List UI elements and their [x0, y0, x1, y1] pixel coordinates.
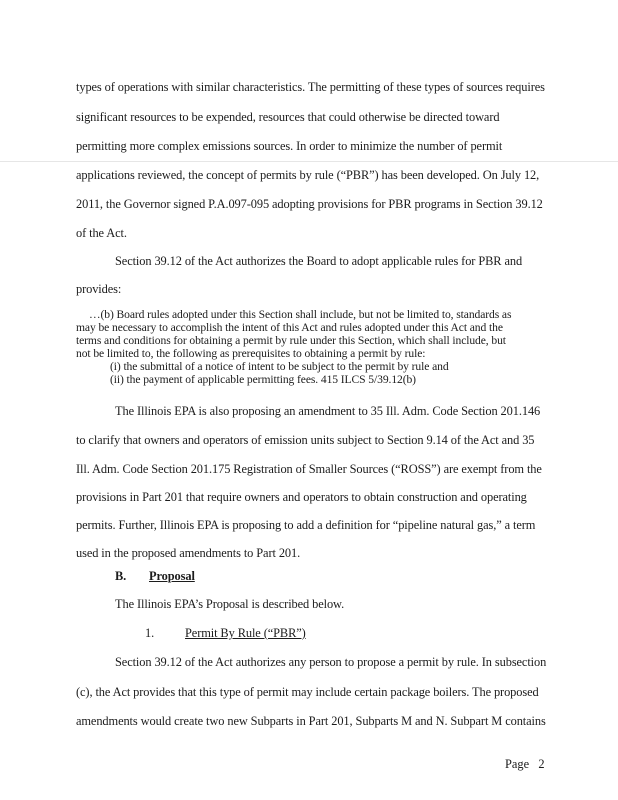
section-heading-title: Proposal — [149, 569, 195, 583]
body-line: The Illinois EPA’s Proposal is described below. — [115, 597, 345, 611]
body-line: significant resources to be expended, resources that could otherwise be directed toward — [76, 110, 500, 124]
body-line: types of operations with similar characteristics. The permitting of these types of sources requires — [76, 80, 545, 94]
quote-list-item: (i) the submittal of a notice of intent to be subject to the permit by rule and — [110, 360, 449, 373]
section-heading-number: B. — [115, 569, 127, 583]
quote-line: terms and conditions for obtaining a permit by rule under this Section, which shall include, but — [76, 334, 506, 347]
body-line: used in the proposed amendments to Part 201. — [76, 546, 301, 560]
quote-list-item: (ii) the payment of applicable permitting fees. 415 ILCS 5/39.12(b) — [110, 373, 416, 386]
page-label: Page — [505, 757, 530, 771]
section-heading — [115, 569, 195, 584]
subsection-heading-title: Permit By Rule (“PBR”) — [185, 626, 306, 640]
body-line: 2011, the Governor signed P.A.097-095 adopting provisions for PBR programs in Section 39.12 — [76, 197, 543, 211]
body-line: applications reviewed, the concept of permits by rule (“PBR”) has been developed. On July 12, — [76, 168, 540, 182]
quote-line: may be necessary to accomplish the intent of this Act and rules adopted under this Act and the — [76, 321, 503, 334]
body-line: permits. Further, Illinois EPA is proposing to add a definition for “pipeline natural gas,” a term — [76, 518, 536, 532]
body-line: (c), the Act provides that this type of permit may include certain package boilers. The proposed — [76, 685, 539, 699]
body-line: provides: — [76, 282, 122, 296]
quote-line: not be limited to, the following as prerequisites to obtaining a permit by rule: — [76, 347, 426, 360]
body-line: Section 39.12 of the Act authorizes the Board to adopt applicable rules for PBR and — [115, 254, 523, 268]
subsection-heading — [145, 626, 306, 641]
subsection-heading-number: 1. — [145, 626, 155, 640]
body-line: Ill. Adm. Code Section 201.175 Registration of Smaller Sources (“ROSS”) are exempt from the — [76, 462, 542, 476]
body-line: The Illinois EPA is also proposing an amendment to 35 Ill. Adm. Code Section 201.146 — [115, 404, 541, 418]
body-line: to clarify that owners and operators of emission units subject to Section 9.14 of the Act and 35 — [76, 433, 535, 447]
body-line: provisions in Part 201 that require owners and operators to obtain construction and operating — [76, 490, 527, 504]
quote-line: …(b) Board rules adopted under this Section shall include, but not be limited to, standards as — [89, 308, 512, 321]
body-line: amendments would create two new Subparts in Part 201, Subparts M and N. Subpart M contains — [76, 714, 546, 728]
body-line: Section 39.12 of the Act authorizes any person to propose a permit by rule. In subsection — [115, 655, 547, 669]
page-number-value: 2 — [538, 757, 545, 771]
scan-artifact-line — [0, 161, 618, 162]
page-number — [505, 757, 545, 772]
body-line: of the Act. — [76, 226, 127, 240]
body-line: permitting more complex emissions sources. In order to minimize the number of permit — [76, 139, 503, 153]
